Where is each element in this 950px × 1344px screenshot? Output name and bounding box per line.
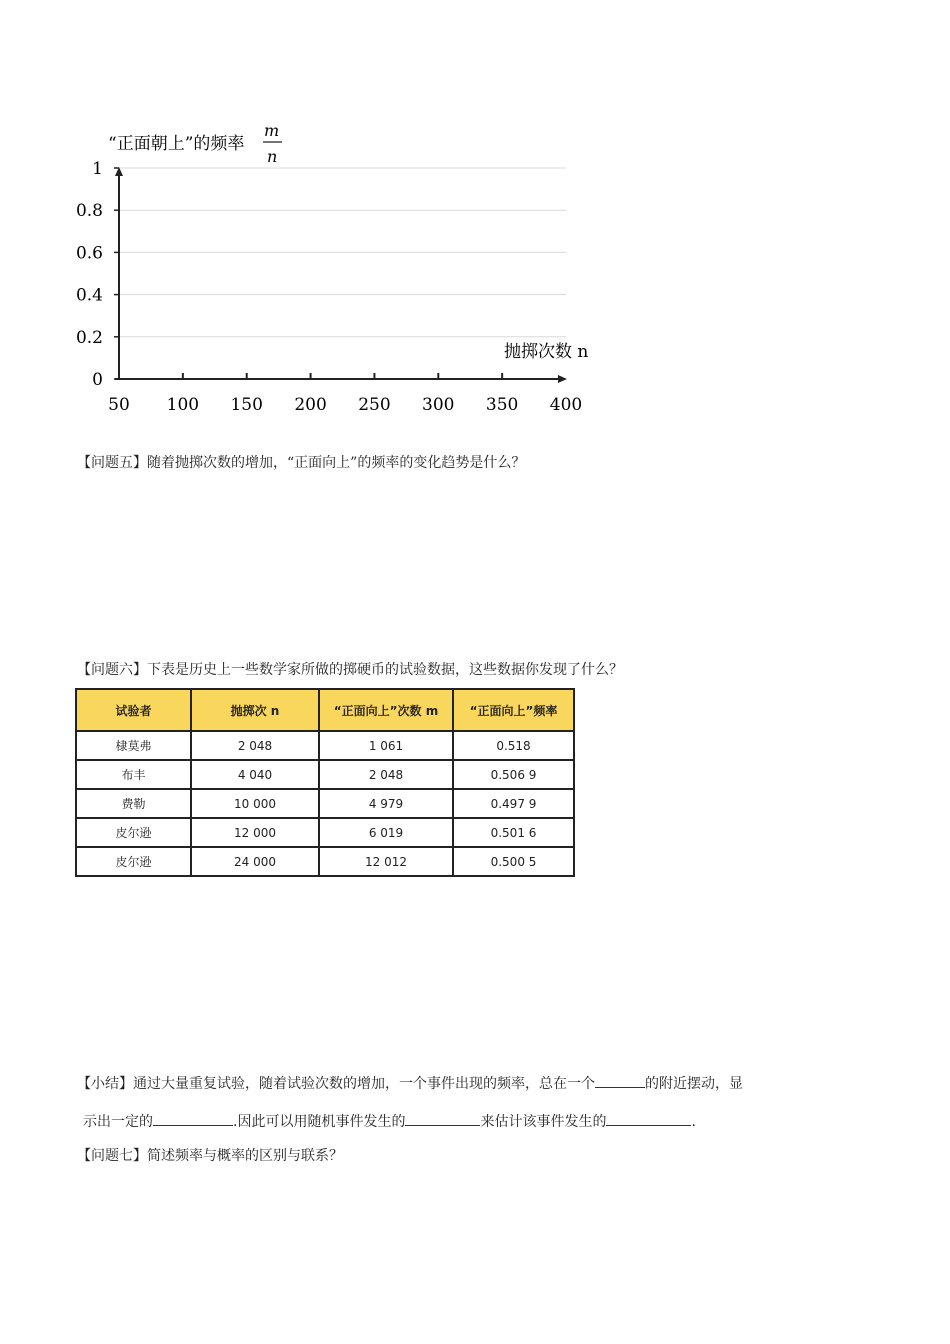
frequency-chart [0, 0, 950, 430]
table-cell: 6 019 [319, 818, 453, 847]
table-cell: 皮尔逊 [76, 818, 191, 847]
summary-text: 【小结】通过大量重复试验，随着试验次数的增加，一个事件出现的频率，总在一个 [77, 1076, 595, 1092]
table-row [76, 847, 574, 876]
blank-3[interactable] [405, 1111, 480, 1126]
blank-2[interactable] [153, 1111, 233, 1126]
question-6: 【问题六】下表是历史上一些数学家所做的掷硬币的试验数据，这些数据你发现了什么？ [77, 662, 623, 678]
y-tick-label: 0.4 [75, 285, 103, 306]
column-header: 试验者 [76, 689, 191, 731]
y-tick-label: 0 [92, 370, 103, 390]
table-cell: 棣莫弗 [76, 731, 191, 760]
table-cell: 0.501 6 [453, 818, 574, 847]
table-cell: 4 040 [191, 760, 319, 789]
table-cell: 0.518 [453, 731, 574, 760]
table-cell: 2 048 [319, 760, 453, 789]
x-tick-label: 350 [485, 395, 519, 415]
coin-toss-table [75, 688, 575, 877]
table-cell: 12 000 [191, 818, 319, 847]
question-7: 【问题七】简述频率与概率的区别与联系？ [77, 1148, 343, 1164]
table-row [76, 731, 574, 760]
table-row [76, 789, 574, 818]
x-tick-label: 150 [230, 395, 263, 415]
table-row [76, 760, 574, 789]
column-header: 抛掷次 n [191, 689, 319, 731]
x-tick-label: 300 [422, 395, 455, 415]
table-cell: 布丰 [76, 760, 191, 789]
column-header: “正面向上”频率 [453, 689, 574, 731]
y-label-numerator: m [264, 121, 280, 140]
summary-line-2 [83, 1111, 696, 1131]
table-cell: 4 979 [319, 789, 453, 818]
table-cell: 10 000 [191, 789, 319, 818]
summary-text: .因此可以用随机事件发生的 [233, 1114, 406, 1130]
blank-1[interactable] [595, 1073, 645, 1088]
table-cell: 皮尔逊 [76, 847, 191, 876]
column-header: “正面向上”次数 m [319, 689, 453, 731]
y-tick-label: 0.2 [75, 327, 103, 348]
summary-text: . [691, 1114, 696, 1130]
x-tick-label: 250 [358, 395, 391, 415]
table-cell: 0.497 9 [453, 789, 574, 818]
table-cell: 24 000 [191, 847, 319, 876]
table-cell: 1 061 [319, 731, 453, 760]
x-axis-arrow [558, 375, 567, 383]
table-cell: 2 048 [191, 731, 319, 760]
y-tick-label: 0.6 [75, 243, 103, 264]
y-axis-label: “正面朝上”的频率 [108, 134, 245, 154]
blank-4[interactable] [606, 1111, 691, 1126]
x-tick-label: 400 [549, 395, 583, 415]
table-cell: 0.506 9 [453, 760, 574, 789]
table-header-row [76, 689, 574, 731]
question-5: 【问题五】随着抛掷次数的增加，“正面向上”的频率的变化趋势是什么？ [77, 455, 526, 471]
summary-text: 来估计该事件发生的 [480, 1114, 607, 1130]
x-tick-label: 200 [294, 395, 327, 415]
x-axis-label: 抛掷次数 n [504, 342, 589, 362]
summary-text: 示出一定的 [83, 1114, 153, 1130]
table-cell: 12 012 [319, 847, 453, 876]
x-tick-label: 100 [166, 395, 200, 415]
table-row [76, 818, 574, 847]
y-tick-label: 0.8 [75, 201, 103, 222]
y-label-denominator: n [267, 147, 278, 166]
y-tick-label: 1 [92, 159, 103, 179]
table-cell: 费勒 [76, 789, 191, 818]
summary-text: 的附近摆动，显 [645, 1076, 743, 1092]
table-cell: 0.500 5 [453, 847, 574, 876]
summary-line-1 [77, 1073, 743, 1093]
x-tick-label: 50 [108, 395, 130, 415]
